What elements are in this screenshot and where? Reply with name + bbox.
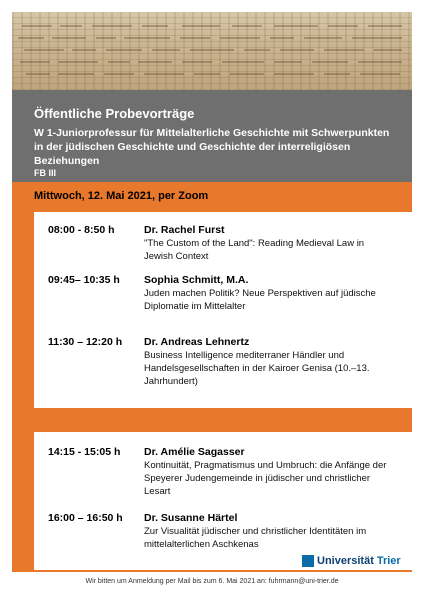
logo-mark-icon — [302, 555, 314, 567]
registration-note: Wir bitten um Anmeldung per Mail bis zum 6. Mai 2021 an: fuhrmann@uni-trier.de — [12, 578, 412, 585]
poster-title: Öffentliche Probevorträge — [34, 106, 195, 121]
position-subtitle: W 1-Juniorprofessur für Mittelalterliche Geschichte mit Schwerpunkten in der jüdischen Geschichte und Geschichte der interreligiösen Beziehungen — [34, 127, 390, 167]
department-label: FB III — [34, 168, 56, 178]
manuscript-banner-image — [12, 12, 412, 90]
talk-title: Juden machen Politik? Neue Perspektiven auf jüdische Diplomatie im Mittelalter — [144, 288, 376, 312]
talk-time: 08:00 - 8:50 h — [48, 224, 115, 236]
talk-speaker: Dr. Andreas Lehnertz — [144, 336, 250, 348]
talk-time: 09:45– 10:35 h — [48, 274, 120, 286]
university-logo — [302, 555, 401, 567]
schedule-block-morning — [34, 212, 412, 408]
talk-time: 14:15 - 15:05 h — [48, 446, 121, 458]
talk-speaker: Dr. Rachel Furst — [144, 224, 225, 236]
talk-title: Kontinuität, Pragmatismus und Umbruch: die Anfänge der Speyerer Judengemeinde in jüdischer und christlicher Lesart — [144, 460, 387, 497]
talk-speaker: Sophia Schmitt, M.A. — [144, 274, 249, 286]
talk-time: 16:00 – 16:50 h — [48, 512, 123, 524]
schedule-block-afternoon — [34, 432, 412, 570]
logo-text-universitaet: Universität — [317, 555, 374, 567]
talk-title: Zur Visualität jüdischer und christlicher Identitäten im mittelalterlichen Aschkenas — [144, 526, 367, 550]
manuscript-script-pattern — [12, 12, 412, 90]
event-date: Mittwoch, 12. Mai 2021, per Zoom — [34, 190, 209, 202]
talk-title: "The Custom of the Land": Reading Medieval Law in Jewish Context — [144, 238, 365, 262]
logo-text-trier: Trier — [376, 555, 401, 567]
talk-time: 11:30 – 12:20 h — [48, 336, 123, 348]
title-panel — [12, 90, 412, 182]
poster-frame — [12, 12, 412, 588]
talk-title: Business Intelligence mediterraner Händler und Handelsgesellschaften in der Kairoer Genisa (10.–13. Jahrhundert) — [144, 350, 370, 387]
talk-speaker: Dr. Susanne Härtel — [144, 512, 238, 524]
talk-speaker: Dr. Amélie Sagasser — [144, 446, 245, 458]
